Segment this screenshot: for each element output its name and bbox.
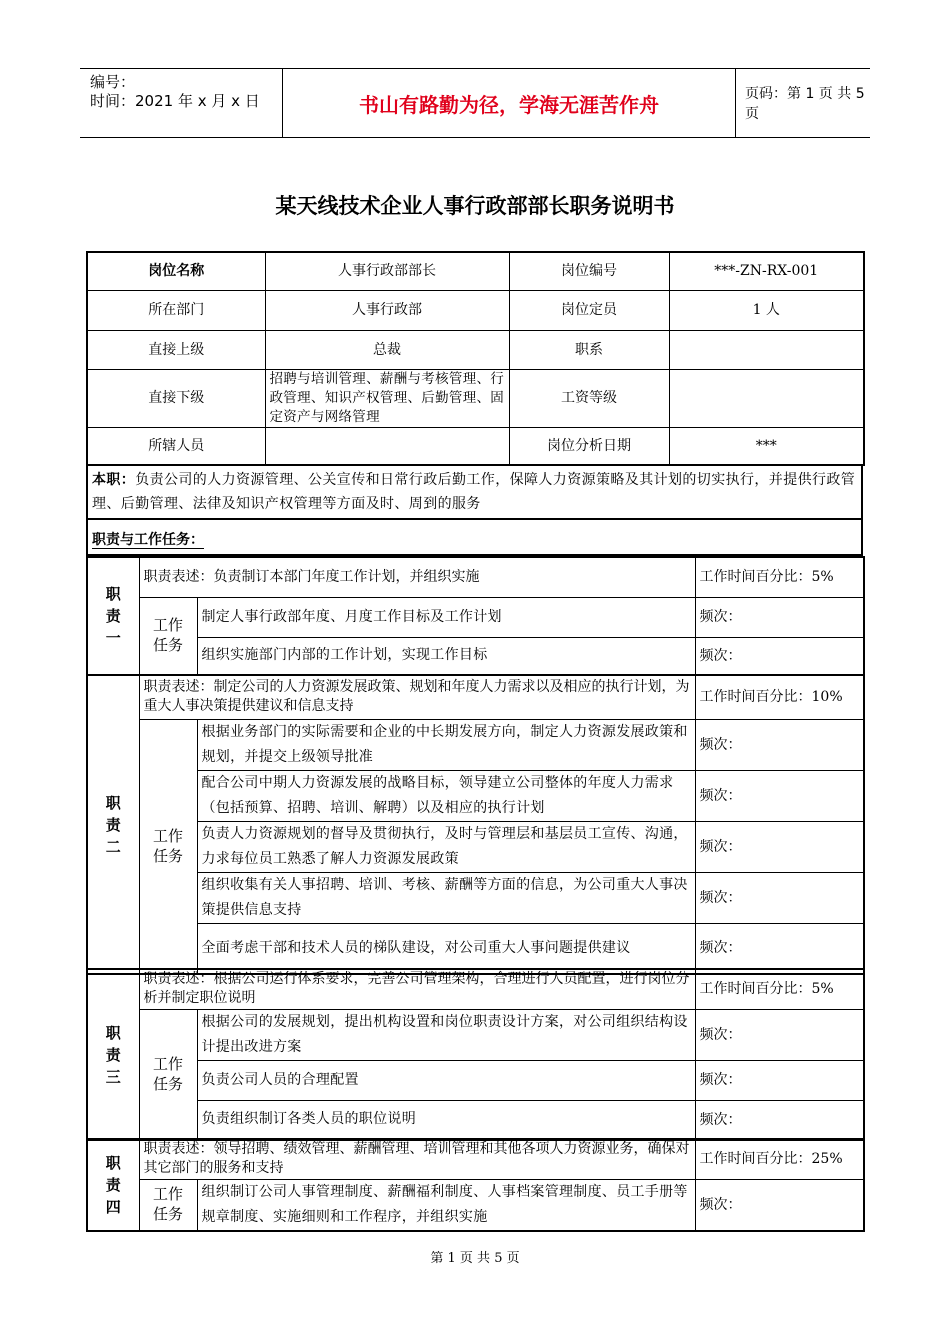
task-text: 负责组织制订各类人员的职位说明 [197, 1100, 695, 1140]
header-meta [80, 69, 282, 137]
document-title: 某天线技术企业人事行政部部长职务说明书 [275, 194, 675, 218]
duty-block [86, 968, 865, 1141]
task-frequency: 频次： [695, 1179, 864, 1231]
number-label: 编号： [90, 73, 136, 91]
duty-description: 职责表述：领导招聘、绩效管理、薪酬管理、培训管理和其他各项人力资源业务，确保对其它部门的服务和支持 [139, 1139, 695, 1179]
duty-time-percent: 工作时间百分比：5% [695, 557, 864, 597]
task-text: 配合公司中期人力资源发展的战略目标，领导建立公司整体的年度人力需求（包括预算、招聘、培训、解聘）以及相应的执行计划 [197, 770, 695, 821]
info-row [87, 369, 864, 427]
task-frequency: 频次： [695, 1100, 864, 1140]
page-header [80, 68, 870, 138]
task-text: 全面考虑干部和技术人员的梯队建设，对公司重大人事问题提供建议 [197, 923, 695, 974]
task-frequency: 频次： [695, 637, 864, 675]
value-direct-superior: 总裁 [265, 330, 509, 369]
job-purpose-label: 本职： [92, 472, 136, 488]
page-label: 页码：第 1 页 共 5 页 [745, 86, 865, 122]
task-frequency: 频次： [695, 872, 864, 923]
label-position-code: 岗位编号 [509, 252, 669, 290]
task-text: 组织实施部门内部的工作计划，实现工作目标 [197, 637, 695, 675]
info-row [87, 290, 864, 330]
value-analysis-date: *** [669, 427, 864, 465]
value-direct-subordinates: 招聘与培训管理、薪酬与考核管理、行政管理、知识产权管理、后勤管理、固定资产与网络管理 [265, 369, 509, 427]
task-frequency: 频次： [695, 821, 864, 872]
position-info-table [86, 251, 865, 466]
value-job-family [669, 330, 864, 369]
value-position-code: ***-ZN-RX-001 [669, 252, 864, 290]
duty-number: 职责四 [87, 1139, 139, 1231]
label-job-family: 职系 [509, 330, 669, 369]
task-label: 工作任务 [139, 1009, 197, 1140]
task-label: 工作任务 [139, 1179, 197, 1231]
duties-heading [86, 518, 863, 556]
time-label: 时间：2021 年 x 月 x 日 [90, 92, 260, 110]
duty-block [86, 1138, 865, 1232]
duty-number: 职责一 [87, 557, 139, 675]
task-text: 组织制订公司人事管理制度、薪酬福利制度、人事档案管理制度、员工手册等规章制度、实施细则和工作程序，并组织实施 [197, 1179, 695, 1231]
task-label: 工作任务 [139, 719, 197, 974]
task-text: 根据公司的发展规划，提出机构设置和岗位职责设计方案，对公司组织结构设计提出改进方案 [197, 1009, 695, 1060]
label-staff: 所辖人员 [87, 427, 265, 465]
task-frequency: 频次： [695, 1009, 864, 1060]
task-frequency: 频次： [695, 597, 864, 637]
task-text: 负责人力资源规划的督导及贯彻执行，及时与管理层和基层员工宣传、沟通，力求每位员工熟悉了解人力资源发展政策 [197, 821, 695, 872]
task-frequency: 频次： [695, 1060, 864, 1100]
page-footer: 第 1 页 共 5 页 [430, 1251, 520, 1266]
task-frequency: 频次： [695, 719, 864, 770]
value-staff [265, 427, 509, 465]
label-direct-subordinates: 直接下级 [87, 369, 265, 427]
label-department: 所在部门 [87, 290, 265, 330]
label-direct-superior: 直接上级 [87, 330, 265, 369]
label-analysis-date: 岗位分析日期 [509, 427, 669, 465]
value-department: 人事行政部 [265, 290, 509, 330]
task-text: 根据业务部门的实际需要和企业的中长期发展方向，制定人力资源发展政策和规划，并提交上级领导批准 [197, 719, 695, 770]
task-text: 组织收集有关人事招聘、培训、考核、薪酬等方面的信息，为公司重大人事决策提供信息支持 [197, 872, 695, 923]
info-row [87, 330, 864, 369]
duty-time-percent: 工作时间百分比：10% [695, 675, 864, 719]
task-text: 负责公司人员的合理配置 [197, 1060, 695, 1100]
task-text: 制定人事行政部年度、月度工作目标及工作计划 [197, 597, 695, 637]
label-headcount: 岗位定员 [509, 290, 669, 330]
value-position-name: 人事行政部部长 [265, 252, 509, 290]
duties-heading-text: 职责与工作任务： [92, 532, 204, 548]
job-purpose-text: 负责公司的人力资源管理、公关宣传和日常行政后勤工作，保障人力资源策略及其计划的切实执行，并提供行政管理、后勤管理、法律及知识产权管理等方面及时、周到的服务 [92, 472, 856, 512]
task-frequency: 频次： [695, 770, 864, 821]
value-salary-grade [669, 369, 864, 427]
value-headcount: 1 人 [669, 290, 864, 330]
task-frequency: 频次： [695, 923, 864, 974]
label-salary-grade: 工资等级 [509, 369, 669, 427]
info-row [87, 252, 864, 290]
duty-description: 职责表述：制定公司的人力资源发展政策、规划和年度人力需求以及相应的执行计划，为重大人事决策提供建议和信息支持 [139, 675, 695, 719]
duty-time-percent: 工作时间百分比：5% [695, 969, 864, 1009]
label-position-name: 岗位名称 [87, 252, 265, 290]
duty-number: 职责二 [87, 675, 139, 974]
duty-description: 职责表述：负责制订本部门年度工作计划，并组织实施 [139, 557, 695, 597]
duty-block [86, 674, 865, 975]
duty-time-percent: 工作时间百分比：25% [695, 1139, 864, 1179]
duty-description: 职责表述：根据公司运行体系要求，完善公司管理架构，合理进行人员配置，进行岗位分析并制定职位说明 [139, 969, 695, 1009]
info-row [87, 427, 864, 465]
duty-number: 职责三 [87, 969, 139, 1140]
task-label: 工作任务 [139, 597, 197, 675]
motto: 书山有路勤为径，学海无涯苦作舟 [282, 69, 736, 137]
duty-block [86, 556, 865, 676]
job-purpose [86, 466, 863, 518]
